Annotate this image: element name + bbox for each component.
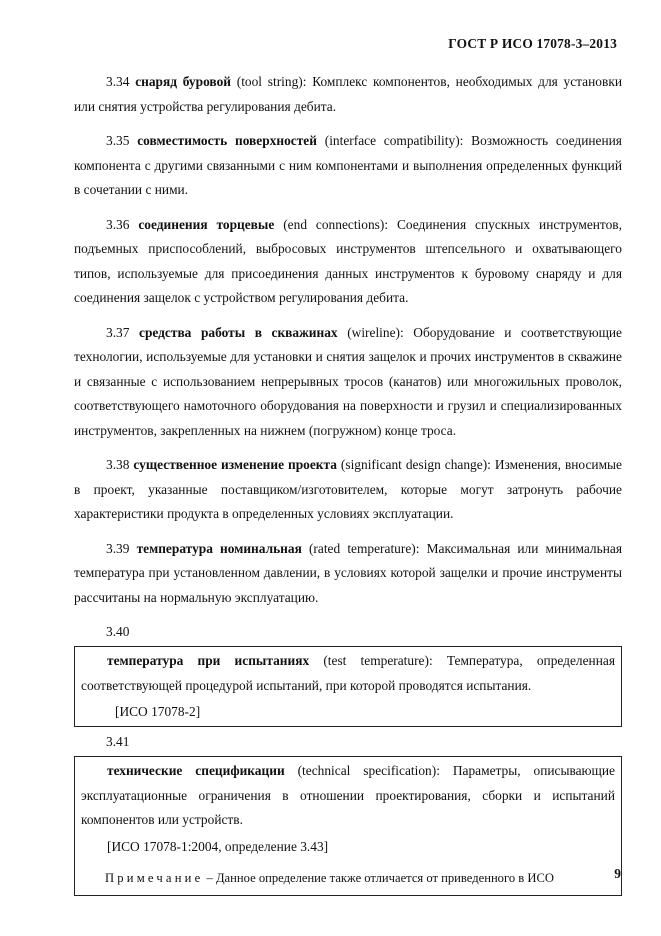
term-english: (interface compatibility) <box>324 133 460 148</box>
term-name: средства работы в скважинах <box>139 324 338 340</box>
term-name: существенное изменение проекта <box>133 457 337 472</box>
term-definition: : Максимальная или минимальная температура при установленном давлении, в условиях которой защелки и прочие инструменты рассчитаны на нормальную эксплуатацию. <box>74 540 622 605</box>
term-english: (end connections) <box>283 216 385 232</box>
term-number-3-41: 3.41 <box>106 734 130 749</box>
term-body <box>81 649 615 698</box>
boxed-term-3-41 <box>74 756 622 896</box>
term-number: 3.38 <box>106 457 130 472</box>
note-text: – Данное определение также отличается от приведенного в ИСО <box>203 870 554 885</box>
boxed-term-3-40 <box>74 646 622 727</box>
term-number: 3.36 <box>106 216 130 232</box>
term-english: (tool string) <box>236 74 303 89</box>
term-3-36 <box>74 213 622 311</box>
term-english: (significant design change) <box>340 457 488 472</box>
term-english: (rated temperature) <box>308 540 416 556</box>
term-number: 3.34 <box>106 74 130 89</box>
term-definition: : Параметры, описывающие эксплуатационные ограничения в отношении проектирования, сборки и испытаний компонентов или устройств. <box>81 763 615 827</box>
term-definition: : Изменения, вносимые в проект, указанные поставщиком/изготовителем, которые могут затронуть рабочие характеристики продукта в определенных условиях эксплуатации. <box>74 457 622 521</box>
term-definition: : Оборудование и соответствующие технологии, используемые для установки и снятия защелок и прочих инструментов в скважине и связанные с использованием непрерывных тросов (канатов) или многожильных проволок, соответствующего намоточного оборудования на поверхности и грузил и специализированных инструментов, закрепленных на нижнем (погружном) конце троса. <box>74 324 622 438</box>
term-reference: [ИСО 17078-1:2004, определение 3.43] <box>107 838 329 854</box>
term-number-3-40: 3.40 <box>106 624 130 639</box>
page-number: 9 <box>614 866 621 881</box>
term-name: температура при испытаниях <box>107 653 310 668</box>
term-name: снаряд буровой <box>135 74 231 89</box>
term-name: температура номинальная <box>136 540 302 556</box>
term-english: (wireline) <box>347 324 400 340</box>
term-3-35 <box>74 129 622 203</box>
term-english: (technical specification) <box>297 763 437 778</box>
term-note <box>81 867 615 889</box>
term-number: 3.37 <box>106 324 130 340</box>
term-definition: : Соединения спускных инструментов, подъемных приспособлений, выбросовых инструментов штепсельного и охватывающего типов, используемые для присоединения данных инструментов к буровому снаряду и для соединения защелок с устройством регулирования дебита. <box>74 216 622 305</box>
term-3-39 <box>74 537 622 611</box>
document-code: ГОСТ Р ИСО 17078-3–2013 <box>448 36 617 51</box>
term-3-38 <box>74 453 622 527</box>
term-name: технические спецификации <box>107 763 285 778</box>
term-reference: [ИСО 17078-2] <box>115 704 201 719</box>
term-name: совместимость поверхностей <box>137 133 317 148</box>
note-label: Примечание <box>105 870 204 885</box>
term-english: (test temperature) <box>323 653 429 668</box>
term-body <box>81 759 615 833</box>
document-body <box>74 70 622 899</box>
term-3-37 <box>74 321 622 444</box>
term-definition: : Комплекс компонентов, необходимых для установки или снятия устройства регулирования дебита. <box>74 74 622 114</box>
term-name: соединения торцевые <box>138 216 275 232</box>
term-3-34 <box>74 70 622 119</box>
term-number: 3.39 <box>106 540 130 556</box>
term-definition: : Возможность соединения компонента с другими связанными с ним компонентами и выполнения определенных функций в сочетании с ними. <box>74 133 622 197</box>
term-number: 3.35 <box>106 133 130 148</box>
term-definition: : Температура, определенная соответствующей процедурой испытаний, при которой проводятся испытания. <box>81 653 615 693</box>
